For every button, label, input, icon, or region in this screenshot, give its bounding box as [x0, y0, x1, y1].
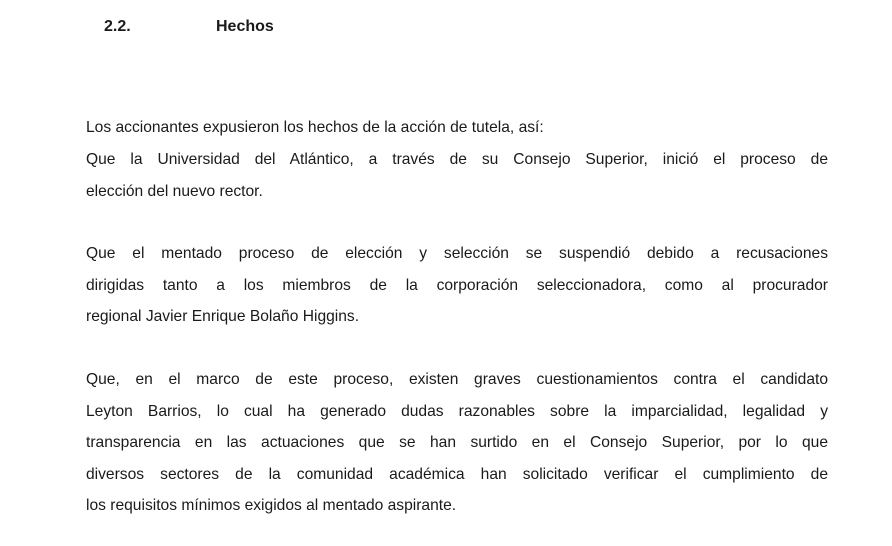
paragraph-line: elección del nuevo rector.	[86, 182, 263, 200]
paragraph-line: Que el mentado proceso de elección y selección se suspendió debido a recusaciones	[86, 245, 828, 262]
paragraph-line: Los accionantes expusieron los hechos de la acción de tutela, así:	[86, 119, 544, 136]
section-heading	[104, 18, 274, 36]
paragraph-line: diversos sectores de la comunidad académica han solicitado verificar el cumplimiento de	[86, 465, 828, 483]
paragraph-line: dirigidas tanto a los miembros de la corporación seleccionadora, como al procurador	[86, 276, 828, 294]
paragraph-intro	[86, 112, 828, 144]
paragraph-line: Leyton Barrios, lo cual ha generado dudas razonables sobre la imparcialidad, legalidad y	[86, 402, 828, 420]
paragraph-line: Que la Universidad del Atlántico, a través de su Consejo Superior, inició el proceso de	[86, 151, 828, 168]
paragraph-line: transparencia en las actuaciones que se han surtido en el Consejo Superior, por lo que	[86, 434, 828, 451]
paragraph-fact-2	[86, 238, 828, 333]
paragraph-line: los requisitos mínimos exigidos al mentado aspirante.	[86, 497, 457, 514]
section-title: Hechos	[216, 18, 274, 35]
paragraph-line: Que, en el marco de este proceso, existen graves cuestionamientos contra el candidato	[86, 371, 828, 388]
paragraph-fact-1	[86, 144, 828, 207]
section-number: 2.2.	[104, 18, 131, 35]
paragraph-line: regional Javier Enrique Bolaño Higgins.	[86, 308, 360, 325]
paragraph-fact-3	[86, 364, 828, 522]
